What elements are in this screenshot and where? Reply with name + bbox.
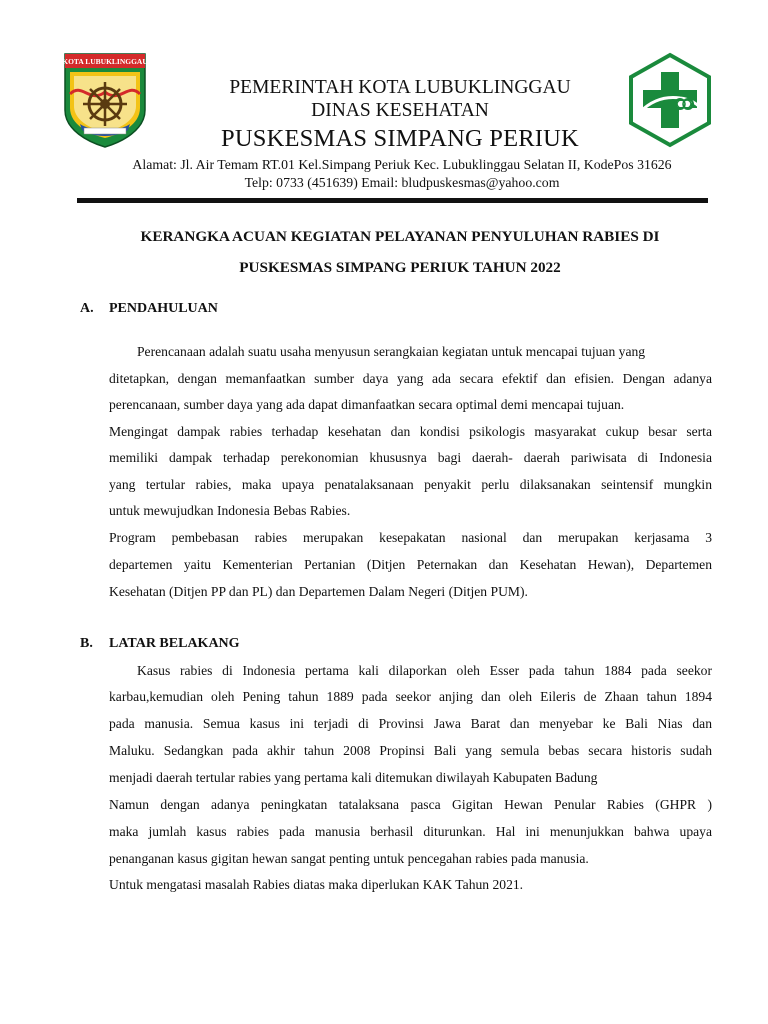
- section-a-line: Program pembebasan rabies merupakan kesepakatan nasional dan merupakan kerjasama 3: [109, 530, 712, 545]
- letterhead-divider: [77, 198, 708, 203]
- letterhead-government: PEMERINTAH KOTA LUBUKLINGGAU: [229, 77, 571, 98]
- section-b-line: pada manusia. Semua kasus ini terjadi di Provinsi Jawa Barat dan menyebar ke Bali Nias dan: [109, 716, 712, 731]
- document-title-line-2: PUSKESMAS SIMPANG PERIUK TAHUN 2022: [239, 259, 561, 276]
- letterhead-contact: Telp: 0733 (451639) Email: bludpuskesmas@yahoo.com: [244, 175, 560, 190]
- section-a-line: Mengingat dampak rabies terhadap kesehatan dan kondisi psikologis masyarakat cukup besar serta: [109, 424, 712, 439]
- section-b-line: Untuk mengatasi masalah Rabies diatas maka diperlukan KAK Tahun 2021.: [109, 877, 524, 892]
- section-a-line: memiliki dampak terhadap perekonomian khususnya bagi daerah- daerah pariwisata di Indonesia: [109, 450, 712, 465]
- section-b-line: maka jumlah kasus rabies pada manusia berhasil diturunkan. Hal ini menunjukkan bahwa upaya: [109, 824, 712, 839]
- section-b-line: karbau,kemudian oleh Pening tahun 1889 pada seekor anjing dan oleh Eileris de Zhaan tahun 1894: [109, 689, 712, 704]
- section-a-line: yang tertular rabies, maka upaya penatalaksanaan penyakit perlu dilaksanakan seintensif mungkin: [109, 477, 712, 492]
- section-b-line: Maluku. Sedangkan pada akhir tahun 2008 Propinsi Bali yang semula bebas secara historis sudah: [109, 743, 712, 758]
- section-b-line: penanganan kasus gigitan hewan sangat penting untuk pencegahan rabies pada manusia.: [109, 851, 589, 866]
- kota-lubuklinggau-logo: [62, 52, 148, 148]
- section-a-line: perencanaan, sumber daya yang ada dapat dimanfaatkan secara optimal demi mencapai tujuan.: [109, 397, 625, 412]
- section-a-line: ditetapkan, dengan memanfaatkan sumber daya yang ada secara efektif dan efisien. Dengan adanya: [109, 371, 712, 386]
- svg-text:KOTA LUBUKLINGGAU: KOTA LUBUKLINGGAU: [62, 57, 148, 66]
- letterhead-address: Alamat: Jl. Air Temam RT.01 Kel.Simpang Periuk Kec. Lubuklinggau Selatan II, KodePos 31626: [132, 157, 672, 172]
- letterhead-institution: PUSKESMAS SIMPANG PERIUK: [221, 125, 579, 152]
- section-b-line: menjadi daerah tertular rabies yang pertama kali ditemukan diwilayah Kabupaten Badung: [109, 770, 598, 785]
- section-b-line: Namun dengan adanya peningkatan tatalaksana pasca Gigitan Hewan Penular Rabies (GHPR ): [109, 797, 712, 812]
- section-a-line: departemen yaitu Kementerian Pertanian (Ditjen Peternakan dan Kesehatan Hewan), Departemen: [109, 557, 712, 572]
- section-a-line: Perencanaan adalah suatu usaha menyusun serangkaian kegiatan untuk mencapai tujuan yang: [137, 344, 646, 359]
- section-a-letter: A.: [80, 301, 94, 316]
- section-b-line: Kasus rabies di Indonesia pertama kali dilaporkan oleh Esser pada tahun 1884 pada seekor: [137, 663, 712, 678]
- letterhead-department: DINAS KESEHATAN: [311, 100, 489, 121]
- section-a-line: Kesehatan (Ditjen PP dan PL) dan Departemen Dalam Negeri (Ditjen PUM).: [109, 584, 528, 599]
- section-b-heading: LATAR BELAKANG: [109, 636, 240, 651]
- document-title-line-1: KERANGKA ACUAN KEGIATAN PELAYANAN PENYULUHAN RABIES DI: [140, 228, 660, 245]
- section-a-line: untuk mewujudkan Indonesia Bebas Rabies.: [109, 503, 351, 518]
- section-a-heading: PENDAHULUAN: [109, 301, 218, 316]
- section-b-letter: B.: [80, 636, 93, 651]
